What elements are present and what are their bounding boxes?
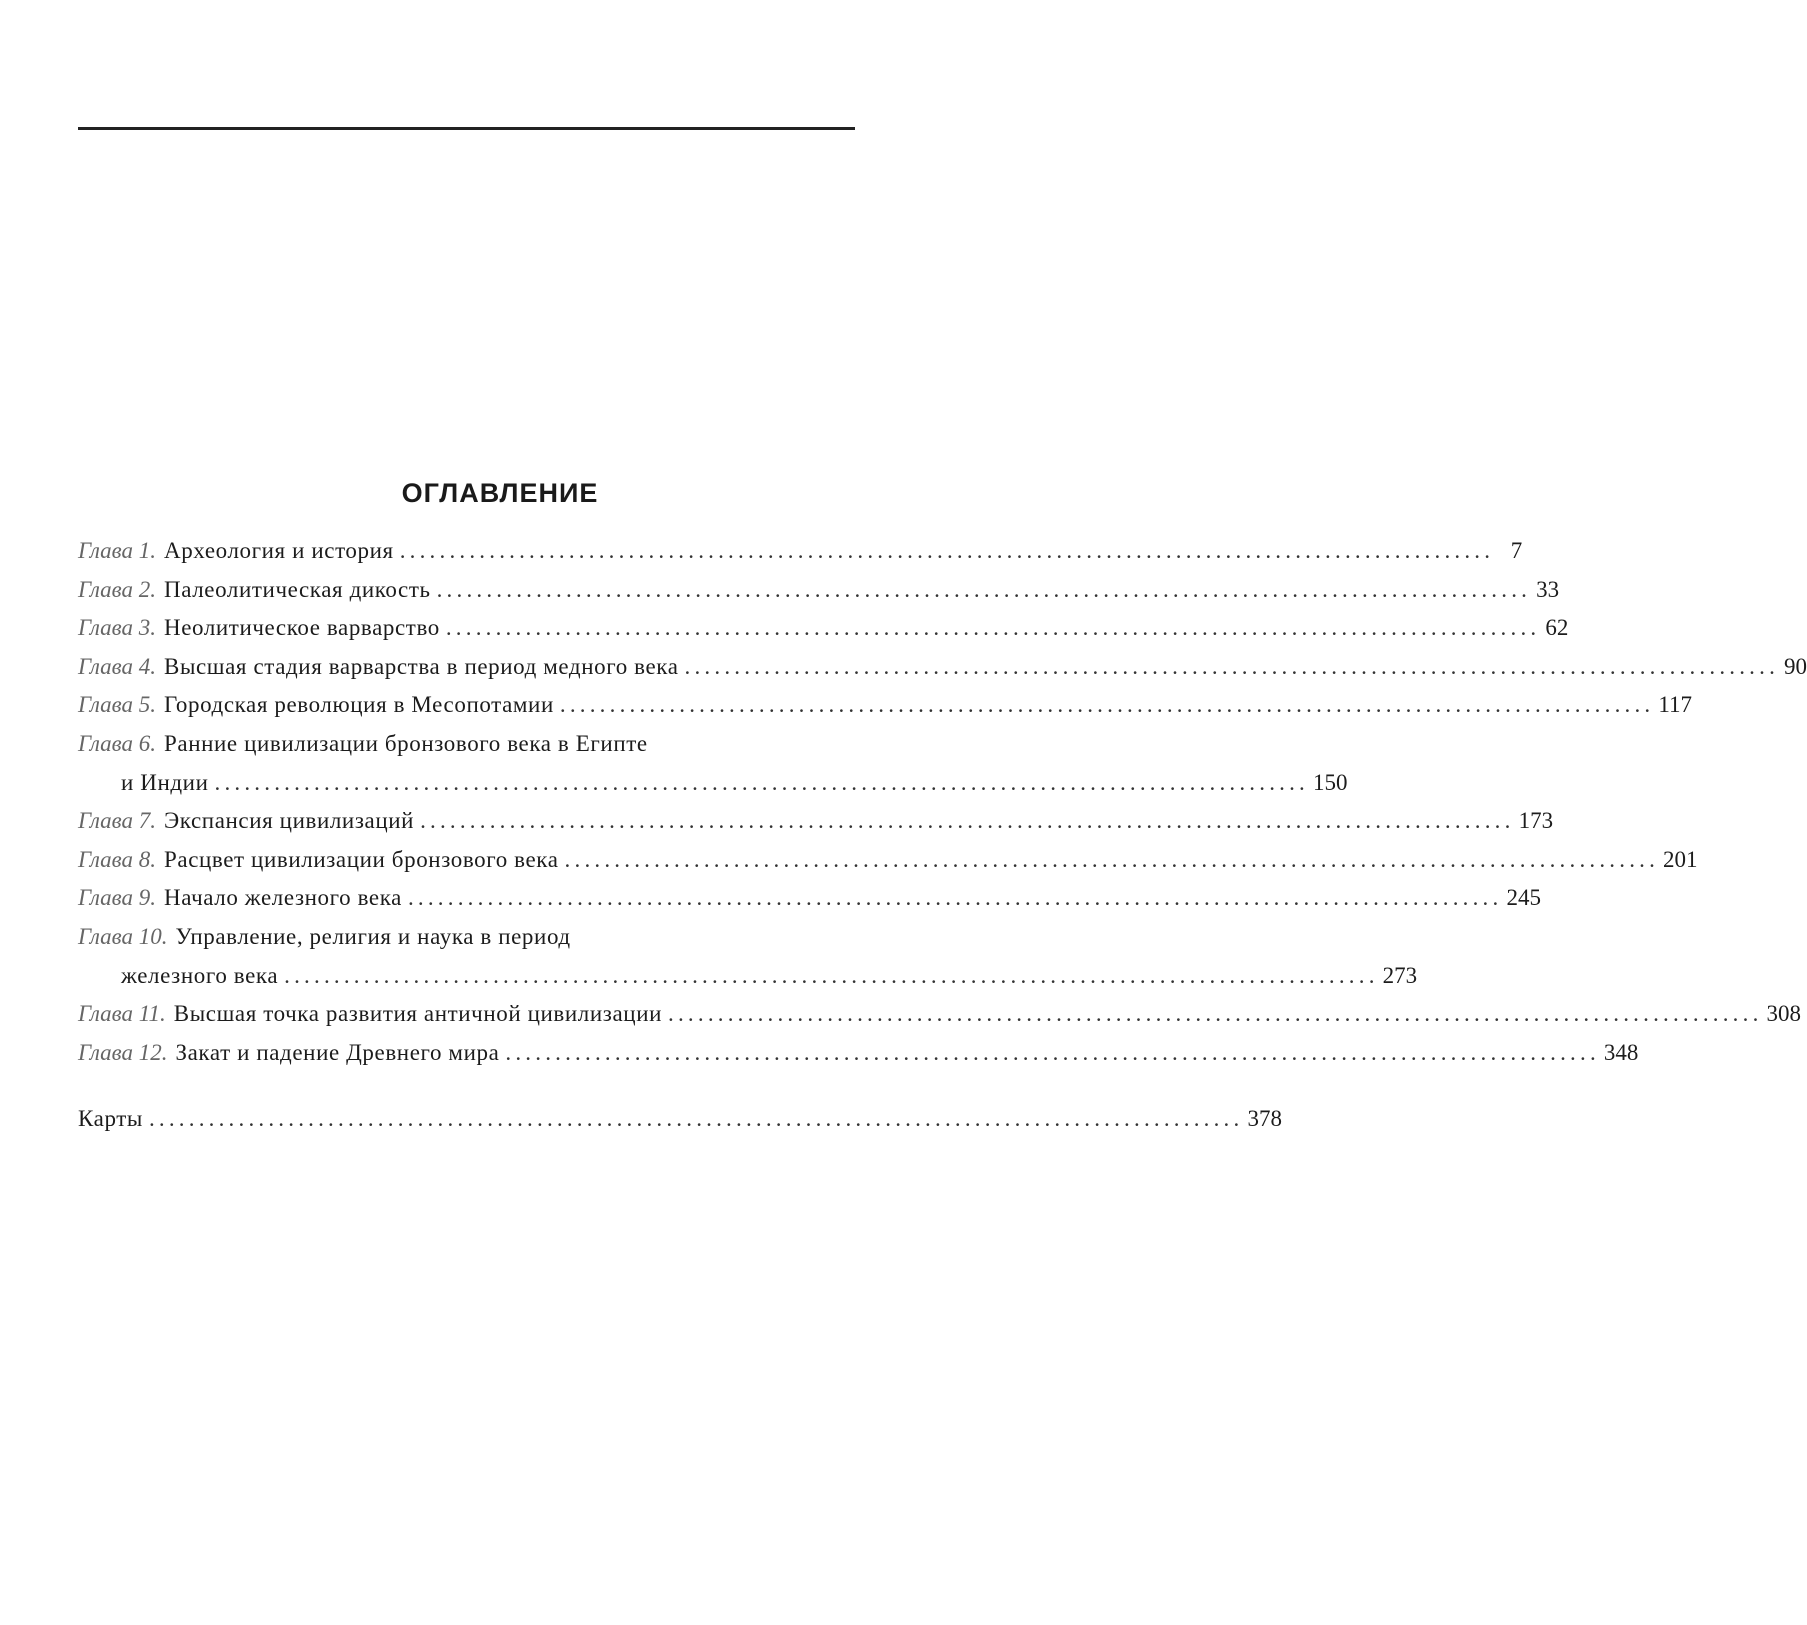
toc-entry-maps[interactable] <box>78 1100 1282 1139</box>
chapter-title: Палеолитическая дикость <box>164 576 431 602</box>
chapter-prefix: Глава 5. <box>78 692 156 718</box>
toc-entry-10[interactable] <box>78 918 1418 995</box>
chapter-title: Начало железного века <box>164 885 402 911</box>
toc-entry-3[interactable] <box>78 609 1569 648</box>
page-number: 273 <box>1382 962 1418 988</box>
dot-leader: .............................................................................................................. <box>284 962 1379 988</box>
table-of-contents <box>78 532 1807 1072</box>
chapter-prefix: Глава 7. <box>78 808 156 834</box>
chapter-prefix: Глава 11. <box>78 1001 166 1027</box>
page-number: 150 <box>1313 769 1348 795</box>
chapter-prefix: Глава 8. <box>78 846 156 872</box>
page-number: 348 <box>1603 1039 1639 1065</box>
chapter-prefix: Глава 2. <box>78 576 156 602</box>
chapter-prefix: Глава 12. <box>78 1039 168 1065</box>
toc-entry-7[interactable] <box>78 802 1554 841</box>
page-number: 90 <box>1784 653 1807 679</box>
chapter-title: Археология и история <box>164 538 394 563</box>
page-number: 117 <box>1658 692 1693 718</box>
toc-entry-5[interactable] <box>78 686 1693 725</box>
chapter-title: Закат и падение Древнего мира <box>175 1039 500 1065</box>
chapter-title: Городская революция в Месопотамии <box>164 692 554 718</box>
page-number: 62 <box>1545 615 1569 641</box>
dot-leader: .............................................................................................................. <box>148 1106 1244 1131</box>
page-number: 201 <box>1663 846 1698 872</box>
chapter-prefix: Глава 9. <box>78 885 156 911</box>
toc-entry-9[interactable] <box>78 879 1541 918</box>
chapter-title: Высшая стадия варварства в период медного века <box>164 653 679 679</box>
dot-leader: .............................................................................................................. <box>214 769 1309 795</box>
dot-leader: .............................................................................................................. <box>564 846 1660 872</box>
chapter-prefix: Глава 4. <box>78 653 156 679</box>
dot-leader: .............................................................................................................. <box>420 808 1515 834</box>
dot-leader: .............................................................................................................. <box>559 692 1655 718</box>
page-title: ОГЛАВЛЕНИЕ <box>401 478 599 508</box>
toc-entry-11[interactable] <box>78 995 1802 1034</box>
chapter-prefix: Глава 3. <box>78 615 156 641</box>
dot-leader: .............................................................................................................. <box>445 615 1541 641</box>
page-number: 173 <box>1518 808 1554 834</box>
chapter-title: Экспансия цивилизаций <box>164 808 415 834</box>
maps-title: Карты <box>78 1106 143 1131</box>
dot-leader: .............................................................................................................. <box>505 1039 1600 1065</box>
dot-leader: .............................................................................................................. <box>684 653 1780 679</box>
page-number: 33 <box>1536 576 1560 602</box>
toc-entry-2[interactable] <box>78 571 1560 610</box>
chapter-title: Неолитическое варварство <box>164 615 440 641</box>
chapter-title: Высшая точка развития античной цивилизации <box>173 1001 663 1027</box>
toc-entry-6[interactable] <box>78 725 1348 802</box>
chapter-title: Управление, религия и наука в период <box>175 923 571 949</box>
dot-leader: .............................................................................................................. <box>436 576 1532 602</box>
chapter-prefix: Глава 10. <box>78 923 168 949</box>
dot-leader: .............................................................................................................. <box>668 1001 1763 1027</box>
toc-entry-1[interactable] <box>78 532 1523 571</box>
page-number: 245 <box>1506 885 1541 911</box>
page-number: 7 <box>1510 538 1523 563</box>
chapter-prefix: Глава 1. <box>78 538 156 563</box>
chapter-title-continuation: железного века <box>121 962 279 988</box>
page-number: 308 <box>1766 1001 1802 1027</box>
chapter-title-continuation: и Индии <box>121 769 209 795</box>
toc-entry-4[interactable] <box>78 648 1807 687</box>
chapter-title: Расцвет цивилизации бронзового века <box>164 846 559 872</box>
page-number: 378 <box>1247 1106 1282 1131</box>
chapter-prefix: Глава 6. <box>78 730 156 756</box>
toc-entry-12[interactable] <box>78 1034 1639 1073</box>
toc-entry-8[interactable] <box>78 841 1698 880</box>
top-rule <box>78 127 855 130</box>
dot-leader: .............................................................................................................. <box>399 538 1495 563</box>
chapter-title: Ранние цивилизации бронзового века в Египте <box>164 730 648 756</box>
dot-leader: .............................................................................................................. <box>407 885 1503 911</box>
